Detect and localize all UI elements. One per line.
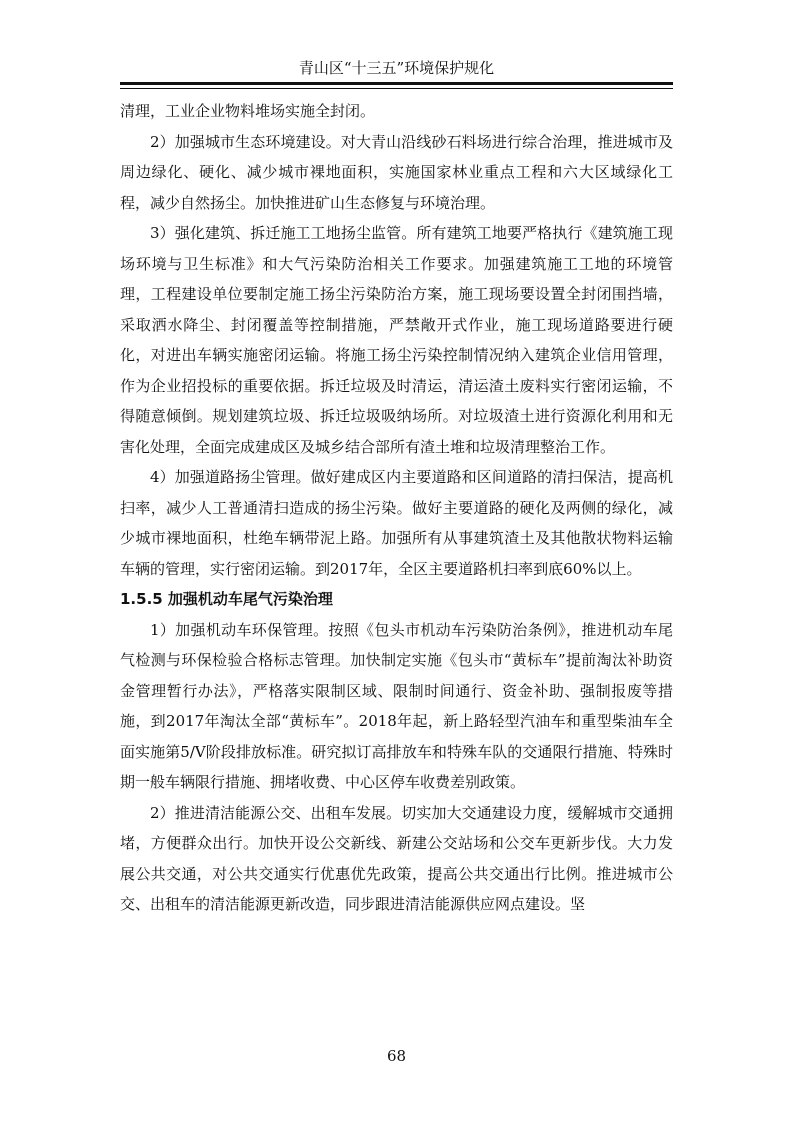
paragraph-road-dust: 4）加强道路扬尘管理。做好建成区内主要道路和区间道路的清扫保洁，提高机扫率，减少人工普通清扫造成的扬尘污染。做好主要道路的硬化及两侧的绿化，减少城市裸地面积，杜绝车辆带泥上路。加强所有从事建筑渣土及其他散状物料运输车辆的管理，实行密闭运输。到2017年，全区主要道路机扫率到底60%以上。 xyxy=(120,468,673,578)
paragraph-continued: 清理，工业企业物料堆场实施全封闭。 xyxy=(120,102,376,120)
page-body xyxy=(120,96,673,920)
paragraph-ecology: 2）加强城市生态环境建设。对大青山沿线砂石料场进行综合治理，推进城市及周边绿化、硬化、减少城市裸地面积，实施国家林业重点工程和六大区域绿化工程，减少自然扬尘。加快推进矿山生态修复与环境治理。 xyxy=(120,132,673,212)
section-heading: 1.5.5 加强机动车尾气污染治理 xyxy=(120,590,333,608)
paragraph-clean-energy-transit: 2）推进清洁能源公交、出租车发展。切实加大交通建设力度，缓解城市交通拥堵，方便群众出行。加快开设公交新线、新建公交站场和公交车更新步伐。大力发展公共交通，对公共交通实行优惠优先政策，提高公共交通出行比例。推进城市公交、出租车的清洁能源更新改造，同步跟进清洁能源供应网点建设。坚 xyxy=(120,803,673,913)
header-rule-thin xyxy=(120,88,673,89)
page-number: 68 xyxy=(386,1047,407,1065)
header-rule-thick xyxy=(120,82,673,85)
header-title: 青山区“十三五”环境保护规化 xyxy=(298,59,495,77)
paragraph-construction-dust: 3）强化建筑、拆迁施工工地扬尘监管。所有建筑工地要严格执行《建筑施工现场环境与卫生标准》和大气污染防治相关工作要求。加强建筑施工工地的环境管理，工程建设单位要制定施工扬尘污染防治方案，施工现场要设置全封闭围挡墙，采取洒水降尘、封闭覆盖等控制措施，严禁敞开式作业，施工现场道路要进行硬化，对进出车辆实施密闭运输。将施工扬尘污染控制情况纳入建筑企业信用管理，作为企业招投标的重要依据。拆迁垃圾及时清运，清运渣土废料实行密闭运输，不得随意倾倒。规划建筑垃圾、拆迁垃圾吸纳场所。对垃圾渣土进行资源化利用和无害化处理，全面完成建成区及城乡结合部所有渣土堆和垃圾清理整治工作。 xyxy=(120,224,673,456)
paragraph-vehicle-management: 1）加强机动车环保管理。按照《包头市机动车污染防治条例》，推进机动车尾气检测与环保检验合格标志管理。加快制定实施《包头市“黄标车”提前淘汰补助资金管理暂行办法》，严格落实限制区域、限制时间通行、资金补助、强制报废等措施，到2017年淘汰全部“黄标车”。2018年起，新上路轻型汽油车和重型柴油车全面实施第5/V阶段排放标准。研究拟订高排放车和特殊车队的交通限行措施、特殊时期一般车辆限行措施、拥堵收费、中心区停车收费差别政策。 xyxy=(120,620,673,791)
